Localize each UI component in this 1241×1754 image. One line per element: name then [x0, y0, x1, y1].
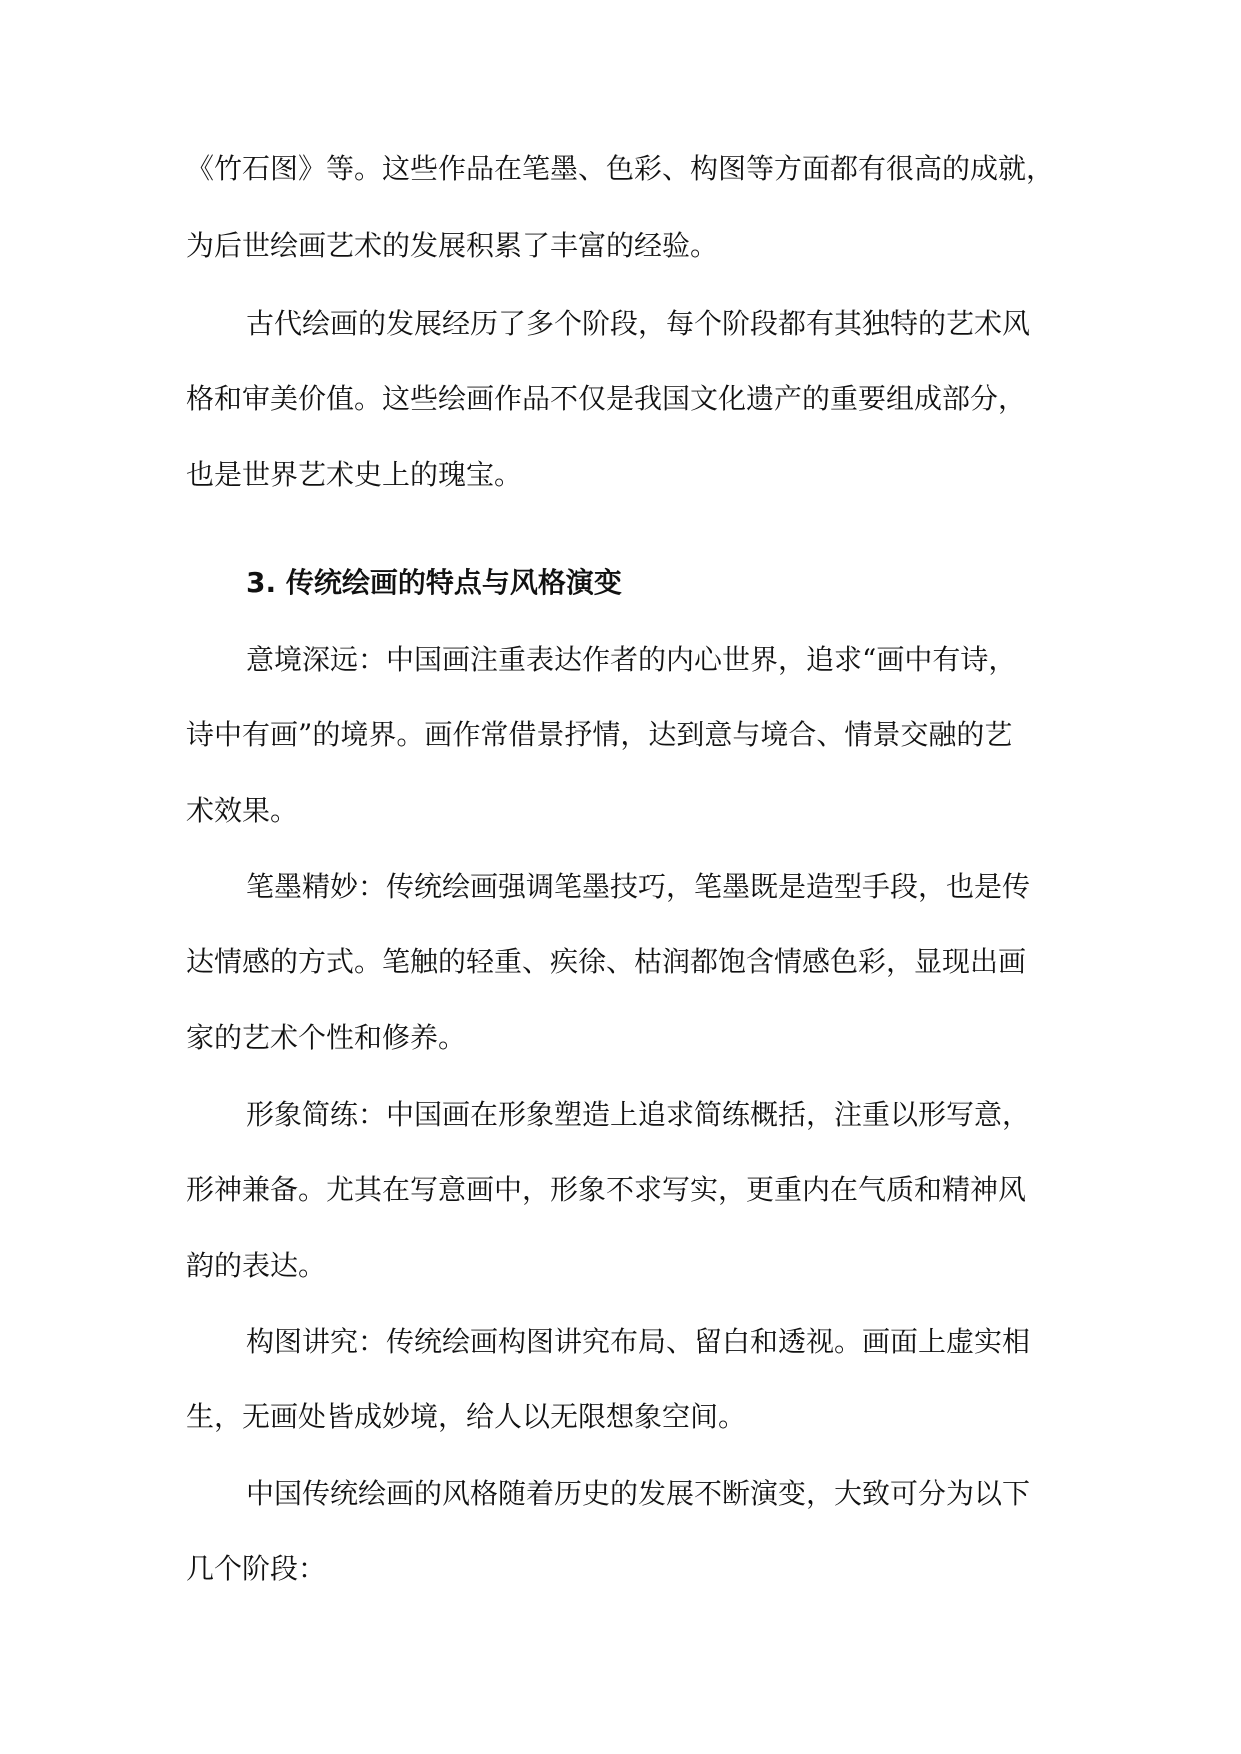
paragraph-line: 也是世界艺术史上的瑰宝。: [186, 458, 523, 491]
paragraph-line: 构图讲究：传统绘画构图讲究布局、留白和透视。画面上虚实相: [246, 1325, 1031, 1358]
paragraph-line: 形神兼备。尤其在写意画中，形象不求写实，更重内在气质和精神风: [186, 1173, 1027, 1206]
paragraph-line: 意境深远：中国画注重表达作者的内心世界，追求“画中有诗，: [246, 643, 1017, 676]
paragraph-line: 韵的表达。: [186, 1249, 327, 1282]
paragraph-line: 几个阶段：: [186, 1552, 327, 1585]
paragraph-line: 形象简练：中国画在形象塑造上追求简练概括，注重以形写意，: [246, 1098, 1031, 1131]
paragraph-line: 术效果。: [186, 794, 299, 827]
paragraph-line: 笔墨精妙：传统绘画强调笔墨技巧，笔墨既是造型手段，也是传: [246, 870, 1031, 903]
paragraph-line: 为后世绘画艺术的发展积累了丰富的经验。: [186, 229, 719, 262]
paragraph-line: 生，无画处皆成妙境，给人以无限想象空间。: [186, 1400, 747, 1433]
paragraph-line: 古代绘画的发展经历了多个阶段，每个阶段都有其独特的艺术风: [246, 307, 1031, 340]
paragraph-line: 中国传统绘画的风格随着历史的发展不断演变，大致可分为以下: [246, 1477, 1031, 1510]
paragraph-line: 诗中有画”的境界。画作常借景抒情，达到意与境合、情景交融的艺: [186, 718, 1013, 751]
section-heading: 3. 传统绘画的特点与风格演变: [246, 566, 622, 599]
paragraph-line: 家的艺术个性和修养。: [186, 1021, 467, 1054]
paragraph-line: 达情感的方式。笔触的轻重、疾徐、枯润都饱含情感色彩，显现出画: [186, 945, 1027, 978]
paragraph-line: 《竹石图》等。这些作品在笔墨、色彩、构图等方面都有很高的成就，: [186, 152, 1055, 185]
paragraph-line: 格和审美价值。这些绘画作品不仅是我国文化遗产的重要组成部分，: [186, 382, 1027, 415]
